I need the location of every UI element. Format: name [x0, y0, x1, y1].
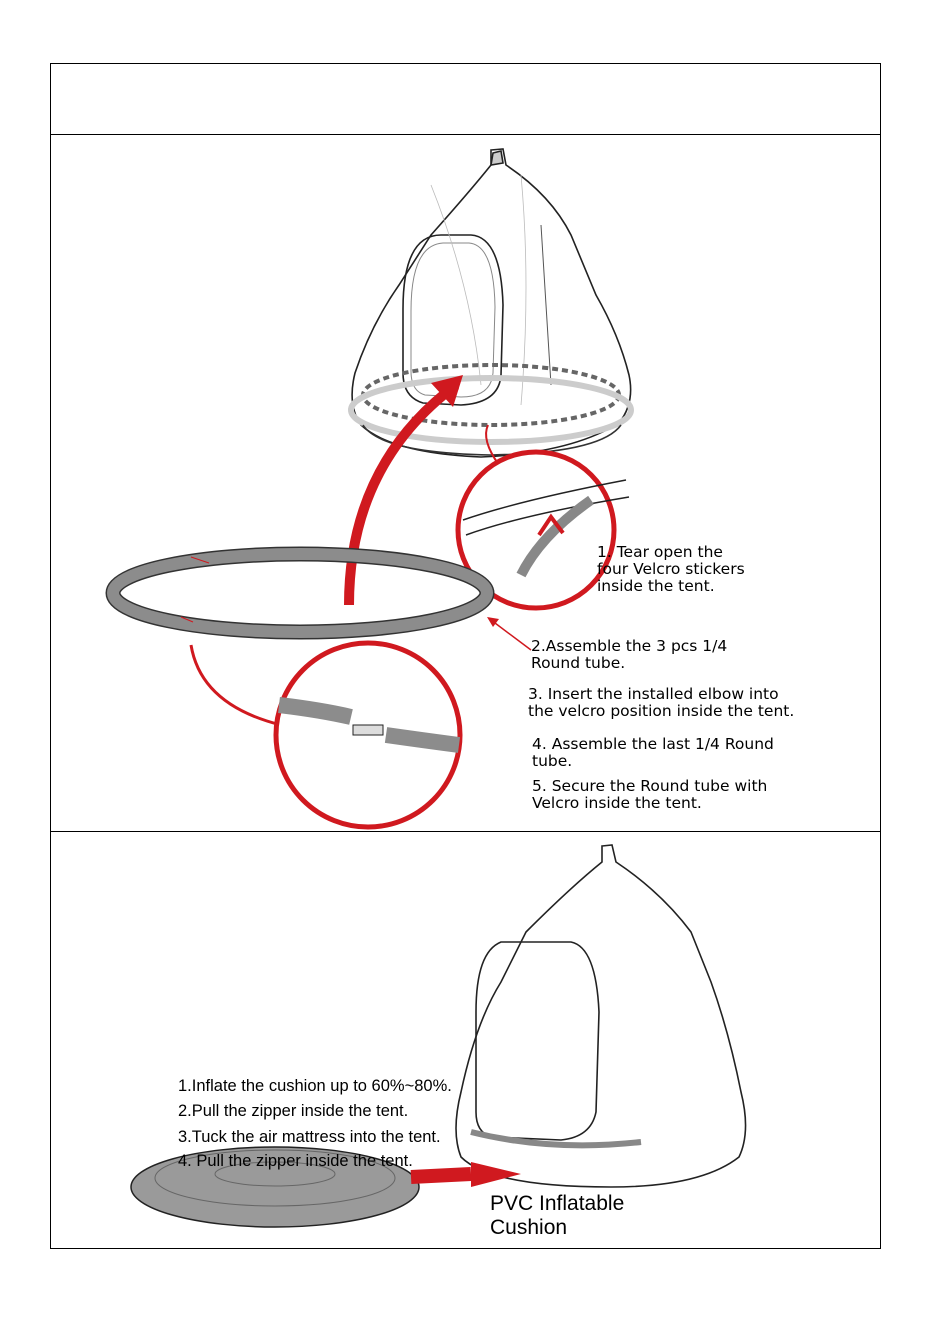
- tube-assembly-illustration: [51, 135, 882, 832]
- step-tear-velcro: 1. Tear open the four Velcro stickers inside the tent.: [597, 543, 745, 595]
- step-inflate: 1.Inflate the cushion up to 60%~80%.: [178, 1077, 452, 1095]
- step-secure-tube: 5. Secure the Round tube with Velcro inside the tent.: [532, 777, 768, 812]
- step-tuck-mattress: 3.Tuck the air mattress into the tent.: [178, 1128, 441, 1146]
- instruction-sheet: [50, 63, 881, 1249]
- step-last-tube: 4. Assemble the last 1/4 Round tube.: [532, 735, 774, 770]
- step-assemble-tubes: 2.Assemble the 3 pcs 1/4 Round tube.: [531, 637, 728, 672]
- tube-assembly-panel: [51, 135, 880, 832]
- tent-drawing-2: [456, 845, 746, 1187]
- step-pull-zipper-2: 4. Pull the zipper inside the tent.: [178, 1152, 413, 1170]
- step-pull-zipper-1: 2.Pull the zipper inside the tent.: [178, 1102, 409, 1120]
- red-arrow-right: [411, 1174, 471, 1177]
- cushion-panel: [51, 832, 880, 1247]
- cushion-label: PVC Inflatable Cushion: [490, 1192, 625, 1239]
- callout-line-2: [191, 645, 281, 725]
- tent-drawing: [351, 149, 631, 457]
- header-row: [51, 64, 880, 135]
- round-tube-ring: [113, 554, 487, 632]
- cushion-illustration: [51, 832, 882, 1247]
- step-insert-elbow: 3. Insert the installed elbow into the velcro position inside the tent.: [528, 685, 795, 720]
- pointer-arrow: [491, 620, 531, 650]
